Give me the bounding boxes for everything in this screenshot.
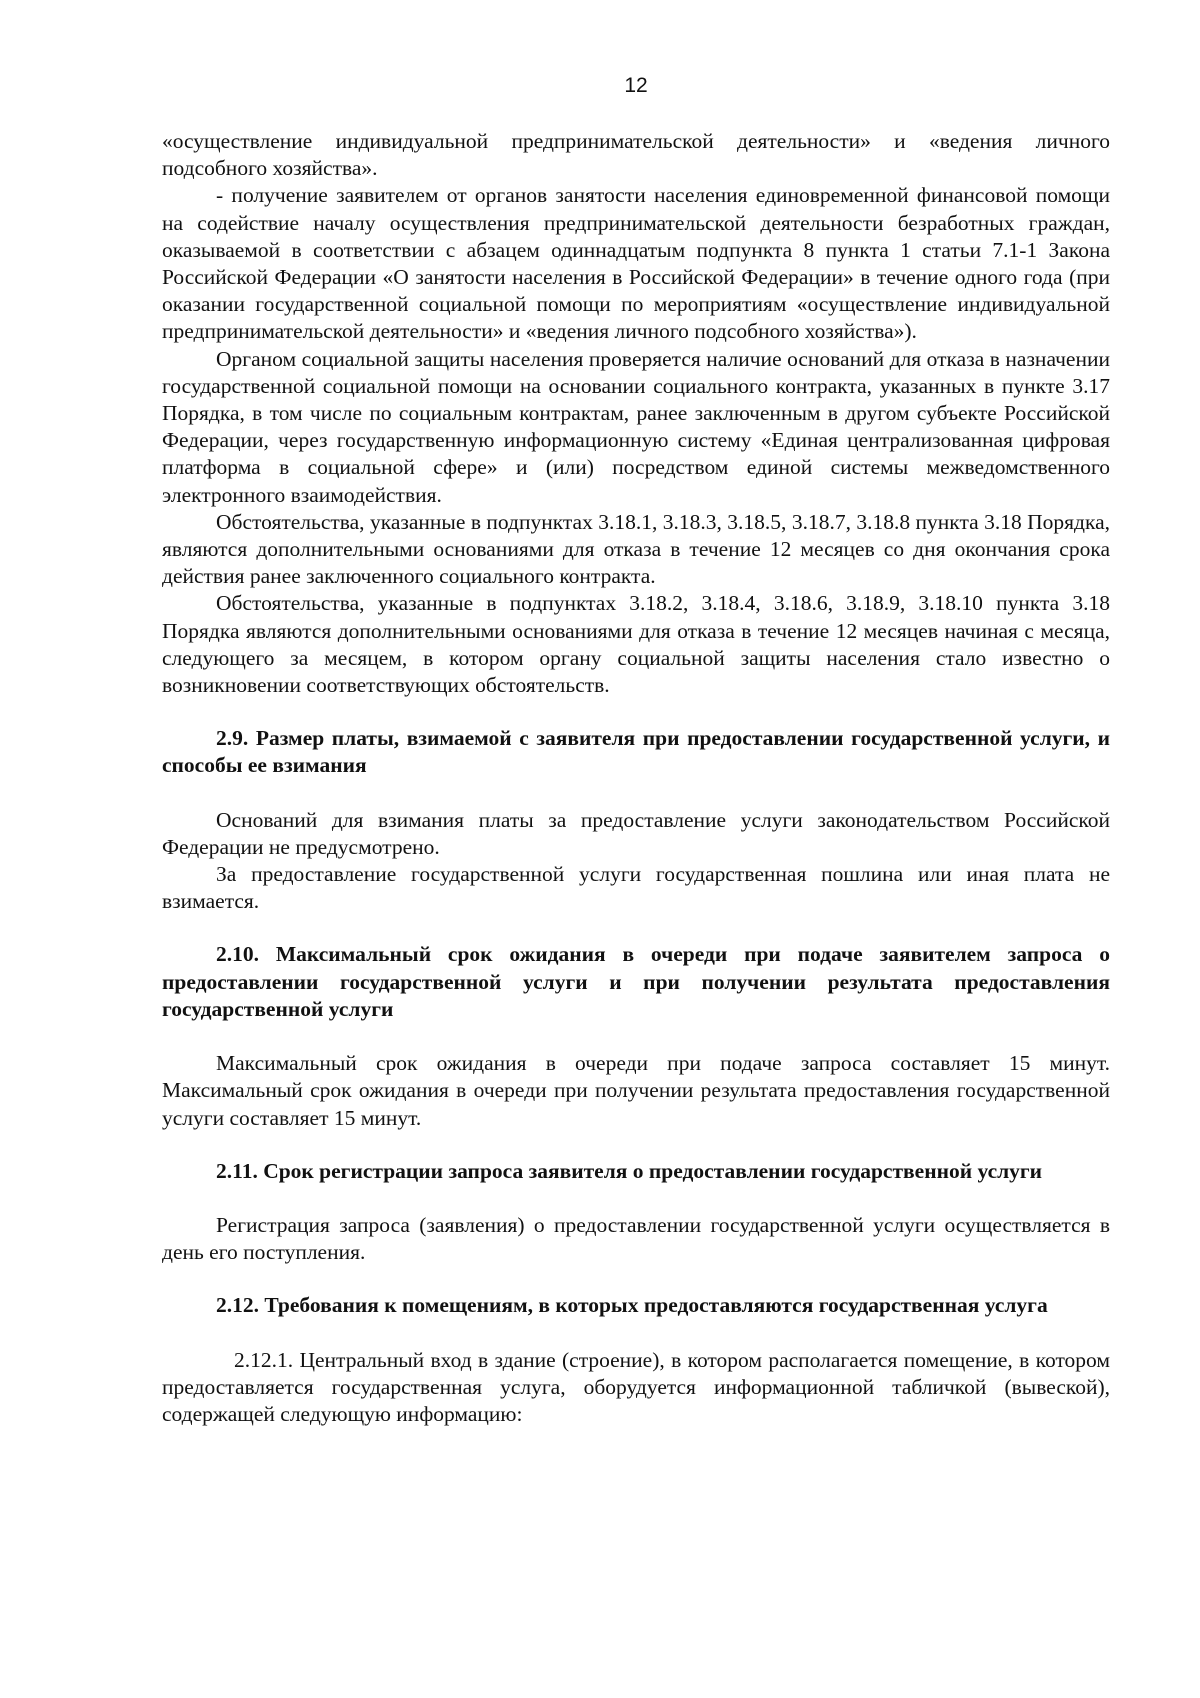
section-heading-2-10: 2.10. Максимальный срок ожидания в очереди при подаче заявителем запроса о предоставлении государственной услуги и при получении результата предоставления государственной услуги <box>162 942 1110 1021</box>
document-body <box>162 128 1110 1428</box>
paragraph: «осуществление индивидуальной предпринимательской деятельности» и «ведения личного подсобного хозяйства». <box>162 129 1110 181</box>
paragraph: - получение заявителем от органов занятости населения единовременной финансовой помощи на содействие началу осуществления предпринимательской деятельности безработных граждан, оказываемой в соответствии с абзацем одиннадцатым подпункта 8 пункта 1 статьи 7.1-1 Закона Российской Федерации «О занятости населения в Российской Федерации» в течение одного года (при оказании государственной социальной помощи по мероприятиям «осуществление индивидуальной предпринимательской деятельности» и «ведения личного подсобного хозяйства»). <box>162 183 1110 344</box>
paragraph: Органом социальной защиты населения проверяется наличие оснований для отказа в назначении государственной социальной помощи на основании социального контракта, указанных в пункте 3.17 Порядка, в том числе по социальным контрактам, ранее заключенным в другом субъекте Российской Федерации, через государственную информационную систему «Единая централизованная цифровая платформа в социальной сфере» и (или) посредством единой системы межведомственного электронного взаимодействия. <box>162 346 1110 507</box>
page-number: 12 <box>624 74 648 97</box>
paragraph: Обстоятельства, указанные в подпунктах 3.18.2, 3.18.4, 3.18.6, 3.18.9, 3.18.10 пункта 3.18 Порядка являются дополнительными основаниями для отказа в течение 12 месяцев начиная с месяца, следующего за месяцем, в котором органу социальной защиты населения стало известно о возникновении соответствующих обстоятельств. <box>162 591 1110 698</box>
section-heading-2-9: 2.9. Размер платы, взимаемой с заявителя при предоставлении государственной услуги, и способы ее взимания <box>162 726 1110 778</box>
paragraph: Оснований для взимания платы за предоставление услуги законодательством Российской Федерации не предусмотрено. <box>162 807 1110 859</box>
paragraph: За предоставление государственной услуги государственная пошлина или иная плата не взимается. <box>162 862 1110 914</box>
paragraph: Обстоятельства, указанные в подпунктах 3.18.1, 3.18.3, 3.18.5, 3.18.7, 3.18.8 пункта 3.18 Порядка, являются дополнительными основаниями для отказа в течение 12 месяцев со дня окончания срока действия ранее заключенного социального контракта. <box>162 509 1110 589</box>
paragraph: 2.12.1. Центральный вход в здание (строение), в котором располагается помещение, в котором предоставляется государственная услуга, оборудуется информационной табличкой (вывеской), содержащей следующую информацию: <box>162 1347 1110 1426</box>
paragraph: Регистрация запроса (заявления) о предоставлении государственной услуги осуществляется в день его поступления. <box>162 1212 1110 1265</box>
section-heading-2-11: 2.11. Срок регистрации запроса заявителя о предоставлении государственной услуги <box>216 1158 1043 1183</box>
paragraph: Максимальный срок ожидания в очереди при подаче запроса составляет 15 минут. Максимальный срок ожидания в очереди при получении результата предоставления государственной услуги составляет 15 минут. <box>162 1051 1110 1130</box>
section-heading-2-12: 2.12. Требования к помещениям, в которых предоставляются государственная услуга <box>216 1293 1048 1318</box>
